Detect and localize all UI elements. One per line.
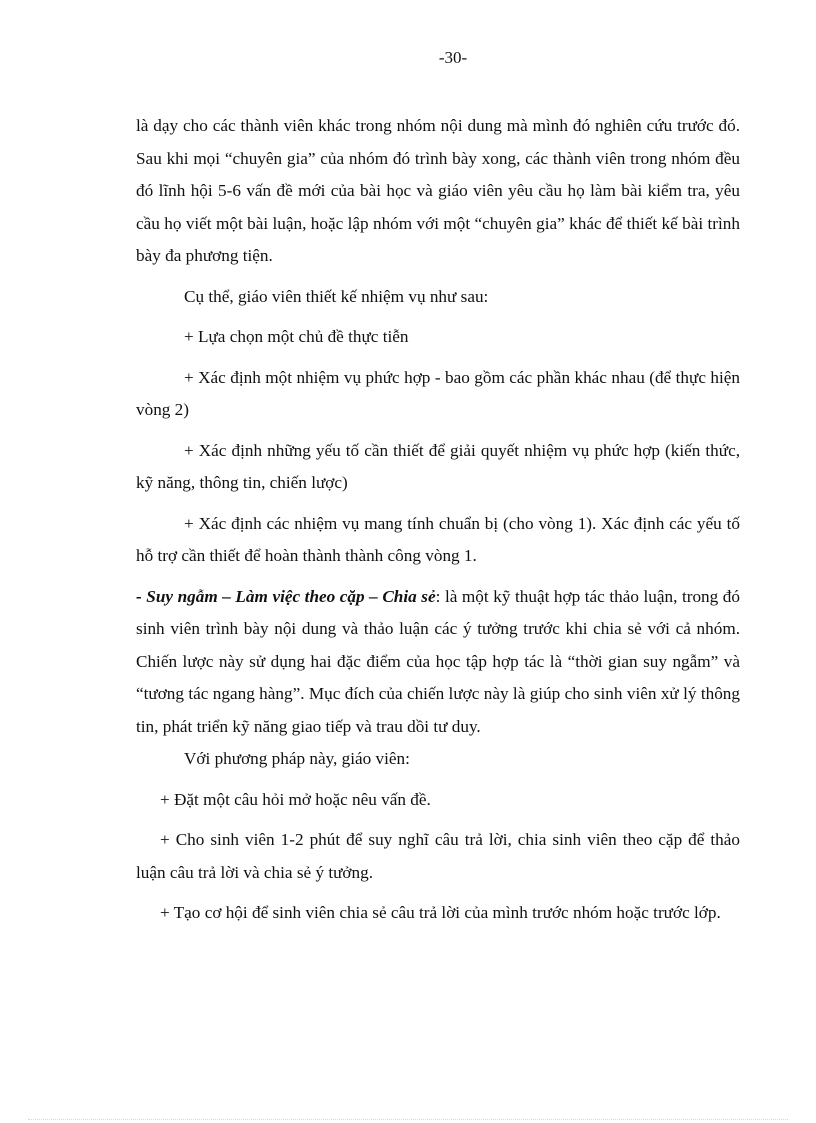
list-item-choose-topic: + Lựa chọn một chủ đề thực tiễn [184, 327, 409, 346]
list-item-preparatory-tasks: + Xác định các nhiệm vụ mang tính chuẩn bị (cho vòng 1). Xác định các yếu tố hỗ trợ cần thiết để hoàn thành thành công vòng 1. [136, 513, 740, 565]
definition-think-pair-share: : là một kỹ thuật hợp tác thảo luận, trong đó sinh viên trình bày nội dung và thảo luận các ý tưởng trước khi chia sẻ với cả nhóm. Chiến lược này sử dụng hai đặc điểm của học tập hợp tác là “thời gian suy ngẫm” và “tương tác ngang hàng”. Mục đích của chiến lược này là giúp cho sinh viên xử lý thông tin, phát triển kỹ năng giao tiếp và trau dồi tư duy. [136, 586, 740, 736]
paragraph-method-intro: Với phương pháp này, giáo viên: [184, 749, 410, 768]
list-item-think-time: + Cho sinh viên 1-2 phút để suy nghĩ câu trả lời, chia sinh viên theo cặp để thảo luận câu trả lời và chia sẻ ý tưởng. [136, 830, 740, 882]
document-body [136, 110, 740, 930]
paragraph-task-design-intro: Cụ thể, giáo viên thiết kế nhiệm vụ như sau: [184, 286, 489, 306]
paragraph-think-pair-share [136, 581, 740, 744]
term-think-pair-share: - Suy ngẫm – Làm việc theo cặp – Chia sẻ [136, 586, 436, 606]
list-item-complex-task: + Xác định một nhiệm vụ phức hợp - bao gồm các phần khác nhau (để thực hiện vòng 2) [136, 367, 740, 419]
list-item-required-factors: + Xác định những yếu tố cần thiết để giải quyết nhiệm vụ phức hợp (kiến thức, kỹ năng, thông tin, chiến lược) [136, 440, 740, 492]
paragraph-jigsaw-continuation: là dạy cho các thành viên khác trong nhóm nội dung mà mình đó nghiên cứu trước đó. Sau khi mọi “chuyên gia” của nhóm đó trình bày xong, các thành viên trong nhóm đều đó lĩnh hội 5-6 vấn đề mới của bài học và giáo viên yêu cầu họ làm bài kiểm tra, yêu cầu họ viết một bài luận, hoặc lập nhóm với một “chuyên gia” khác để thiết kế bài trình bày đa phương tiện. [136, 116, 740, 265]
page-bottom-divider [28, 1119, 788, 1120]
list-item-share-opportunity: + Tạo cơ hội để sinh viên chia sẻ câu trả lời của mình trước nhóm hoặc trước lớp. [160, 903, 721, 922]
list-item-open-question: + Đặt một câu hỏi mở hoặc nêu vấn đề. [160, 789, 431, 809]
page-number: -30- [438, 48, 468, 67]
